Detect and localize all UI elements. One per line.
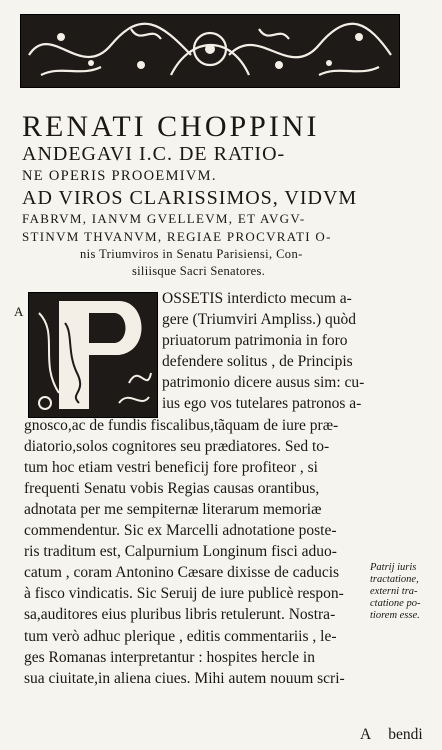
text-line: sa,auditores eius pluribus libris retulerunt. Nostra- xyxy=(24,606,336,624)
text-line: sua ciuitate,in aliena ciues. Mihi autem nouum scri- xyxy=(24,669,345,687)
text-line: diatorio,solos cognitores seu prædiatores. Sed to- xyxy=(24,437,330,455)
small-printer-mark: A xyxy=(14,304,24,319)
marginal-note-line: Patrij iuris xyxy=(370,562,417,573)
text-line: patrimonio dicere ausus sim: cu- xyxy=(162,374,365,392)
catchword-text: bendi xyxy=(388,726,423,743)
text-line: frequenti Senatu vobis Regias causas orantibus, xyxy=(24,479,320,497)
signature-mark: A xyxy=(360,726,371,743)
text-line: ius ego vos tutelares patronos a- xyxy=(162,395,362,413)
catchword xyxy=(360,726,423,744)
title-line-7: nis Triumviros in Senatu Parisiensi, Con- xyxy=(80,247,303,261)
foliate-ornament-icon xyxy=(21,15,399,87)
title-line-2: ANDEGAVI I.C. DE RATIO- xyxy=(22,143,286,165)
text-line: ges Romanas interpretantur : hospites hercle in xyxy=(24,648,315,666)
text-line: gnosco,ac de fundis fiscalibus,tãquam de iure præ- xyxy=(24,416,339,434)
text-line: priuatorum patrimonia in foro xyxy=(162,332,348,350)
text-line: à fisco vindicatis. Sic Seruij de iure publicè respon- xyxy=(24,585,344,603)
marginal-note-line: ctatione po- xyxy=(370,598,421,609)
text-line: defendere solitus , de Principis xyxy=(162,353,353,371)
text-line: catum , coram Antonino Cæsare dixisse de caducis xyxy=(24,564,340,582)
text-line: tum verò adhuc plerique , editis commentariis , le- xyxy=(24,627,337,645)
ornamental-headpiece xyxy=(20,14,400,88)
body-text xyxy=(24,288,380,689)
title-line-8: siliisque Sacri Senatores. xyxy=(132,264,266,278)
title-line-5: FABRVM, IANVM GVELLEVM, ET AVGV- xyxy=(22,211,306,226)
text-line: ris traditum est, Calpurnium Longinum fisci aduo- xyxy=(24,543,337,561)
text-line: commendentur. Sic ex Marcelli adnotatione poste- xyxy=(24,522,337,540)
title-line-6: STINVM THVANVM, REGIAE PROCVRATI O- xyxy=(22,229,332,244)
text-line: adnotata per me sempiternæ literarum memoriæ xyxy=(24,500,322,518)
marginal-note-line: tiorem esse. xyxy=(370,610,420,621)
marginal-note-line: externi tra- xyxy=(370,586,418,597)
marginal-note-line: tractatione, xyxy=(370,574,419,585)
text-line: OSSETIS interdicto mecum a- xyxy=(162,290,352,307)
title-block xyxy=(22,112,402,280)
text-line: gere (Triumviri Ampliss.) quòd xyxy=(162,311,357,329)
title-line-4: AD VIROS CLARISSIMOS, VIDVM xyxy=(22,187,358,209)
title-line-3: NE OPERIS PROOEMIVM. xyxy=(22,168,217,184)
title-line-1: RENATI CHOPPINI xyxy=(22,110,320,143)
marginal-note xyxy=(370,562,442,622)
text-line: tum hoc etiam vestri beneficij fore profiteor , si xyxy=(24,458,318,476)
